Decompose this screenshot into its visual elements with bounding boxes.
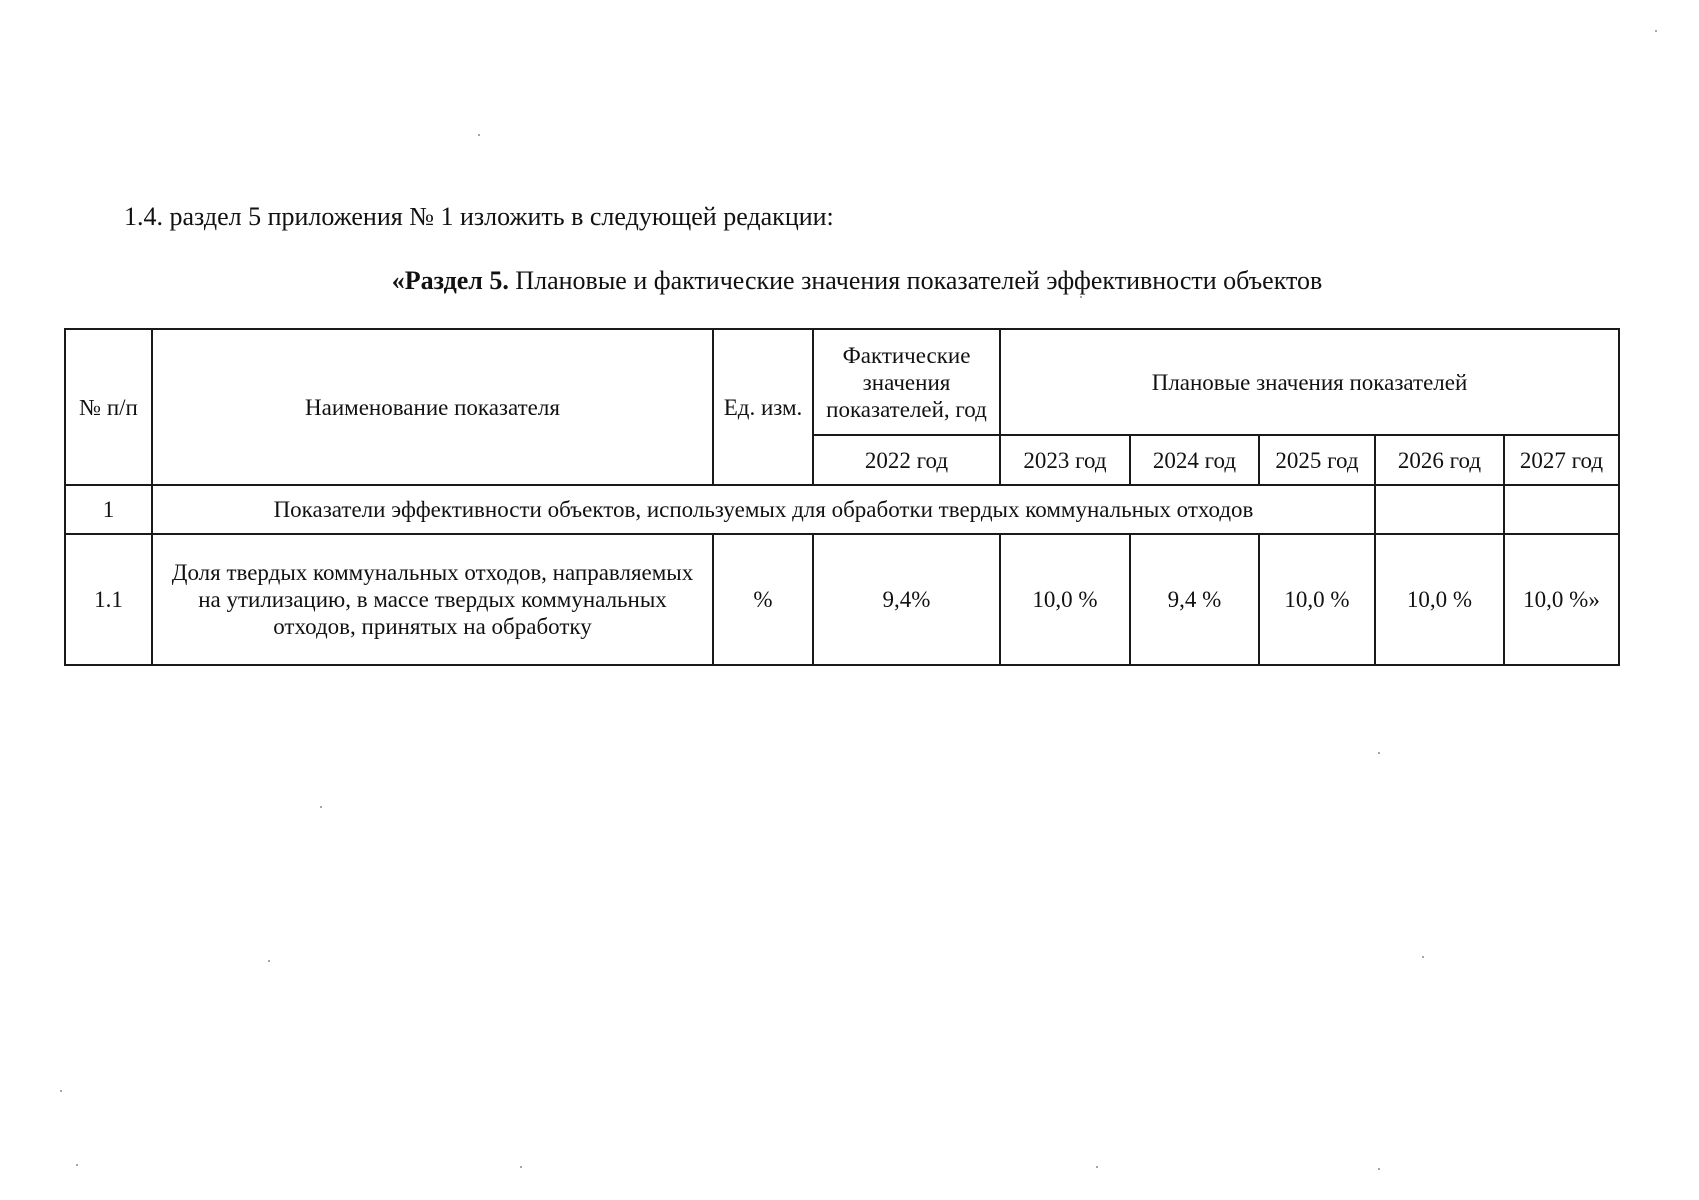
scan-speck [76,1164,78,1166]
scan-speck [478,134,480,136]
header-unit: Ед. изм. [713,329,813,485]
value-cell: 10,0 %» [1504,534,1619,665]
year-header: 2022 год [813,435,1000,485]
section-heading-bold: «Раздел 5. [391,266,509,295]
section-heading [0,266,1699,296]
scan-speck [1422,956,1424,958]
year-header: 2027 год [1504,435,1619,485]
scan-speck [1096,1166,1098,1168]
empty-cell [1504,485,1619,534]
header-planned: Плановые значения показателей [1000,329,1619,435]
scan-speck [268,960,270,962]
scan-speck [1378,1168,1380,1170]
value-cell: 10,0 % [1000,534,1130,665]
value-cell: 10,0 % [1375,534,1504,665]
value-cell: 9,4% [813,534,1000,665]
scan-speck [1378,752,1380,754]
year-header: 2023 год [1000,435,1130,485]
intro-paragraph: 1.4. раздел 5 приложения № 1 изложить в следующей редакции: [124,202,834,231]
year-header: 2024 год [1130,435,1259,485]
row-number: 1.1 [65,534,152,665]
row-unit: % [713,534,813,665]
scan-speck [60,1090,62,1092]
value-cell: 10,0 % [1259,534,1375,665]
header-name: Наименование показателя [152,329,713,485]
indicator-name: Доля твердых коммунальных отходов, направляемых на утилизацию, в массе твердых коммунальных отходов, принятых на обработку [152,534,713,665]
section-row [65,485,1619,534]
header-row-1 [65,329,1619,435]
header-actual: Фактические значения показателей, год [813,329,1000,435]
section-row-title: Показатели эффективности объектов, используемых для обработки твердых коммунальных отходов [152,485,1375,534]
scan-speck [1655,30,1657,32]
section-heading-title: Плановые и фактические значения показателей эффективности объектов [508,266,1323,295]
year-header: 2026 год [1375,435,1504,485]
scan-speck [320,806,322,808]
section-row-number: 1 [65,485,152,534]
empty-cell [1375,485,1504,534]
scan-speck [1080,296,1082,298]
indicators-table [64,328,1620,666]
value-cell: 9,4 % [1130,534,1259,665]
scan-speck [520,1166,522,1168]
year-header: 2025 год [1259,435,1375,485]
header-number: № п/п [65,329,152,485]
table-row [65,534,1619,665]
